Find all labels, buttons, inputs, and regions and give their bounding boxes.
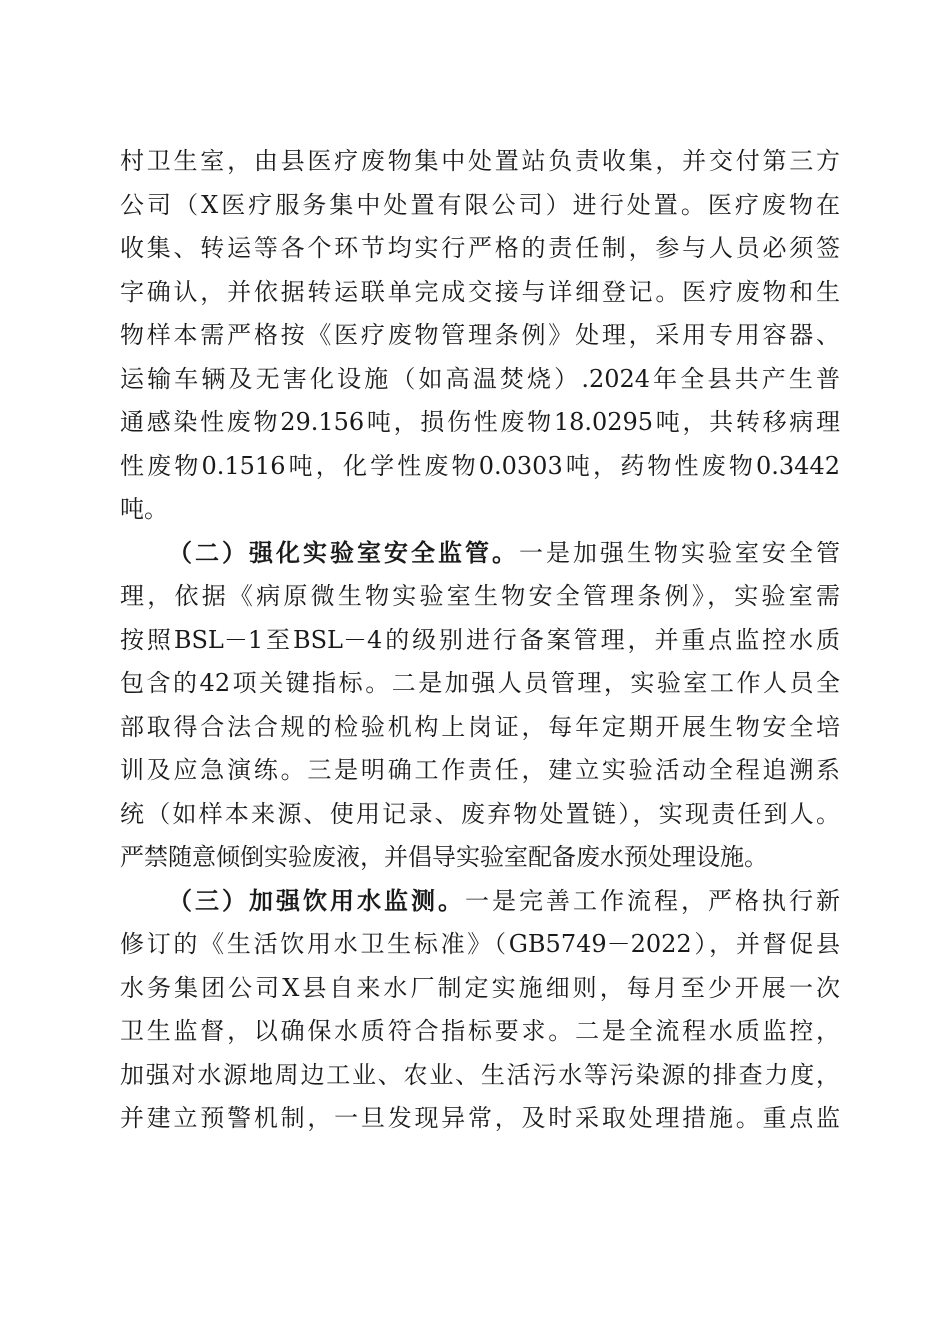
paragraph-line: 包含的42项关键指标。二是加强人员管理，实验室工作人员全 [120,669,840,697]
paragraph-line: 通感染性废物29.156吨，损伤性废物18.0295吨，共转移病理 [120,408,840,436]
section-heading: （三）加强饮用水监测。 [168,886,465,915]
section-heading-continuation: 一是加强生物实验室安全管 [519,538,840,567]
paragraph-line: 加强对水源地周边工业、农业、生活污水等污染源的排查力度， [120,1060,840,1089]
section-heading-line [120,532,840,576]
paragraph-line: 收集、转运等各个环节均实行严格的责任制，参与人员必须签 [120,234,840,262]
paragraph-line: 严禁随意倾倒实验废液，并倡导实验室配备废水预处理设施。 [120,843,768,871]
paragraph-line: 并建立预警机制，一旦发现异常，及时采取处理措施。重点监 [120,1104,840,1132]
paragraph-line: 修订的《生活饮用水卫生标准》（GB5749－2022），并督促县 [120,930,840,958]
paragraph-line: 训及应急演练。三是明确工作责任，建立实验活动全程追溯系 [120,756,840,784]
paragraph-line: 统（如样本来源、使用记录、废弃物处置链），实现责任到人。 [120,799,840,828]
paragraph-line: 卫生监督，以确保水质符合指标要求。二是全流程水质监控， [120,1017,840,1045]
document-body [120,140,840,1141]
paragraph-line: 村卫生室，由县医疗废物集中处置站负责收集，并交付第三方 [120,147,840,175]
section-heading-continuation: 一是完善工作流程，严格执行新 [465,886,840,915]
paragraph-line: 运输车辆及无害化设施（如高温焚烧）.2024年全县共产生普 [120,364,840,393]
paragraph-line: 字确认，并依据转运联单完成交接与详细登记。医疗废物和生 [120,277,840,306]
paragraph-line: 物样本需严格按《医疗废物管理条例》处理，采用专用容器、 [120,321,840,349]
paragraph-line: 水务集团公司X县自来水厂制定实施细则，每月至少开展一次 [120,973,840,1002]
paragraph-line: 理，依据《病原微生物实验室生物安全管理条例》，实验室需 [120,582,840,610]
paragraph-line: 吨。 [120,495,168,523]
paragraph-line: 部取得合法合规的检验机构上岗证，每年定期开展生物安全培 [120,712,840,741]
paragraph-line: 公司（X医疗服务集中处置有限公司）进行处置。医疗废物在 [120,190,840,219]
paragraph-line: 性废物0.1516吨，化学性废物0.0303吨，药物性废物0.3442 [120,451,840,480]
section-heading-line [120,880,840,924]
paragraph-line: 按照BSL－1至BSL－4的级别进行备案管理，并重点监控水质 [120,625,840,654]
section-heading: （二）强化实验室安全监管。 [168,538,519,567]
